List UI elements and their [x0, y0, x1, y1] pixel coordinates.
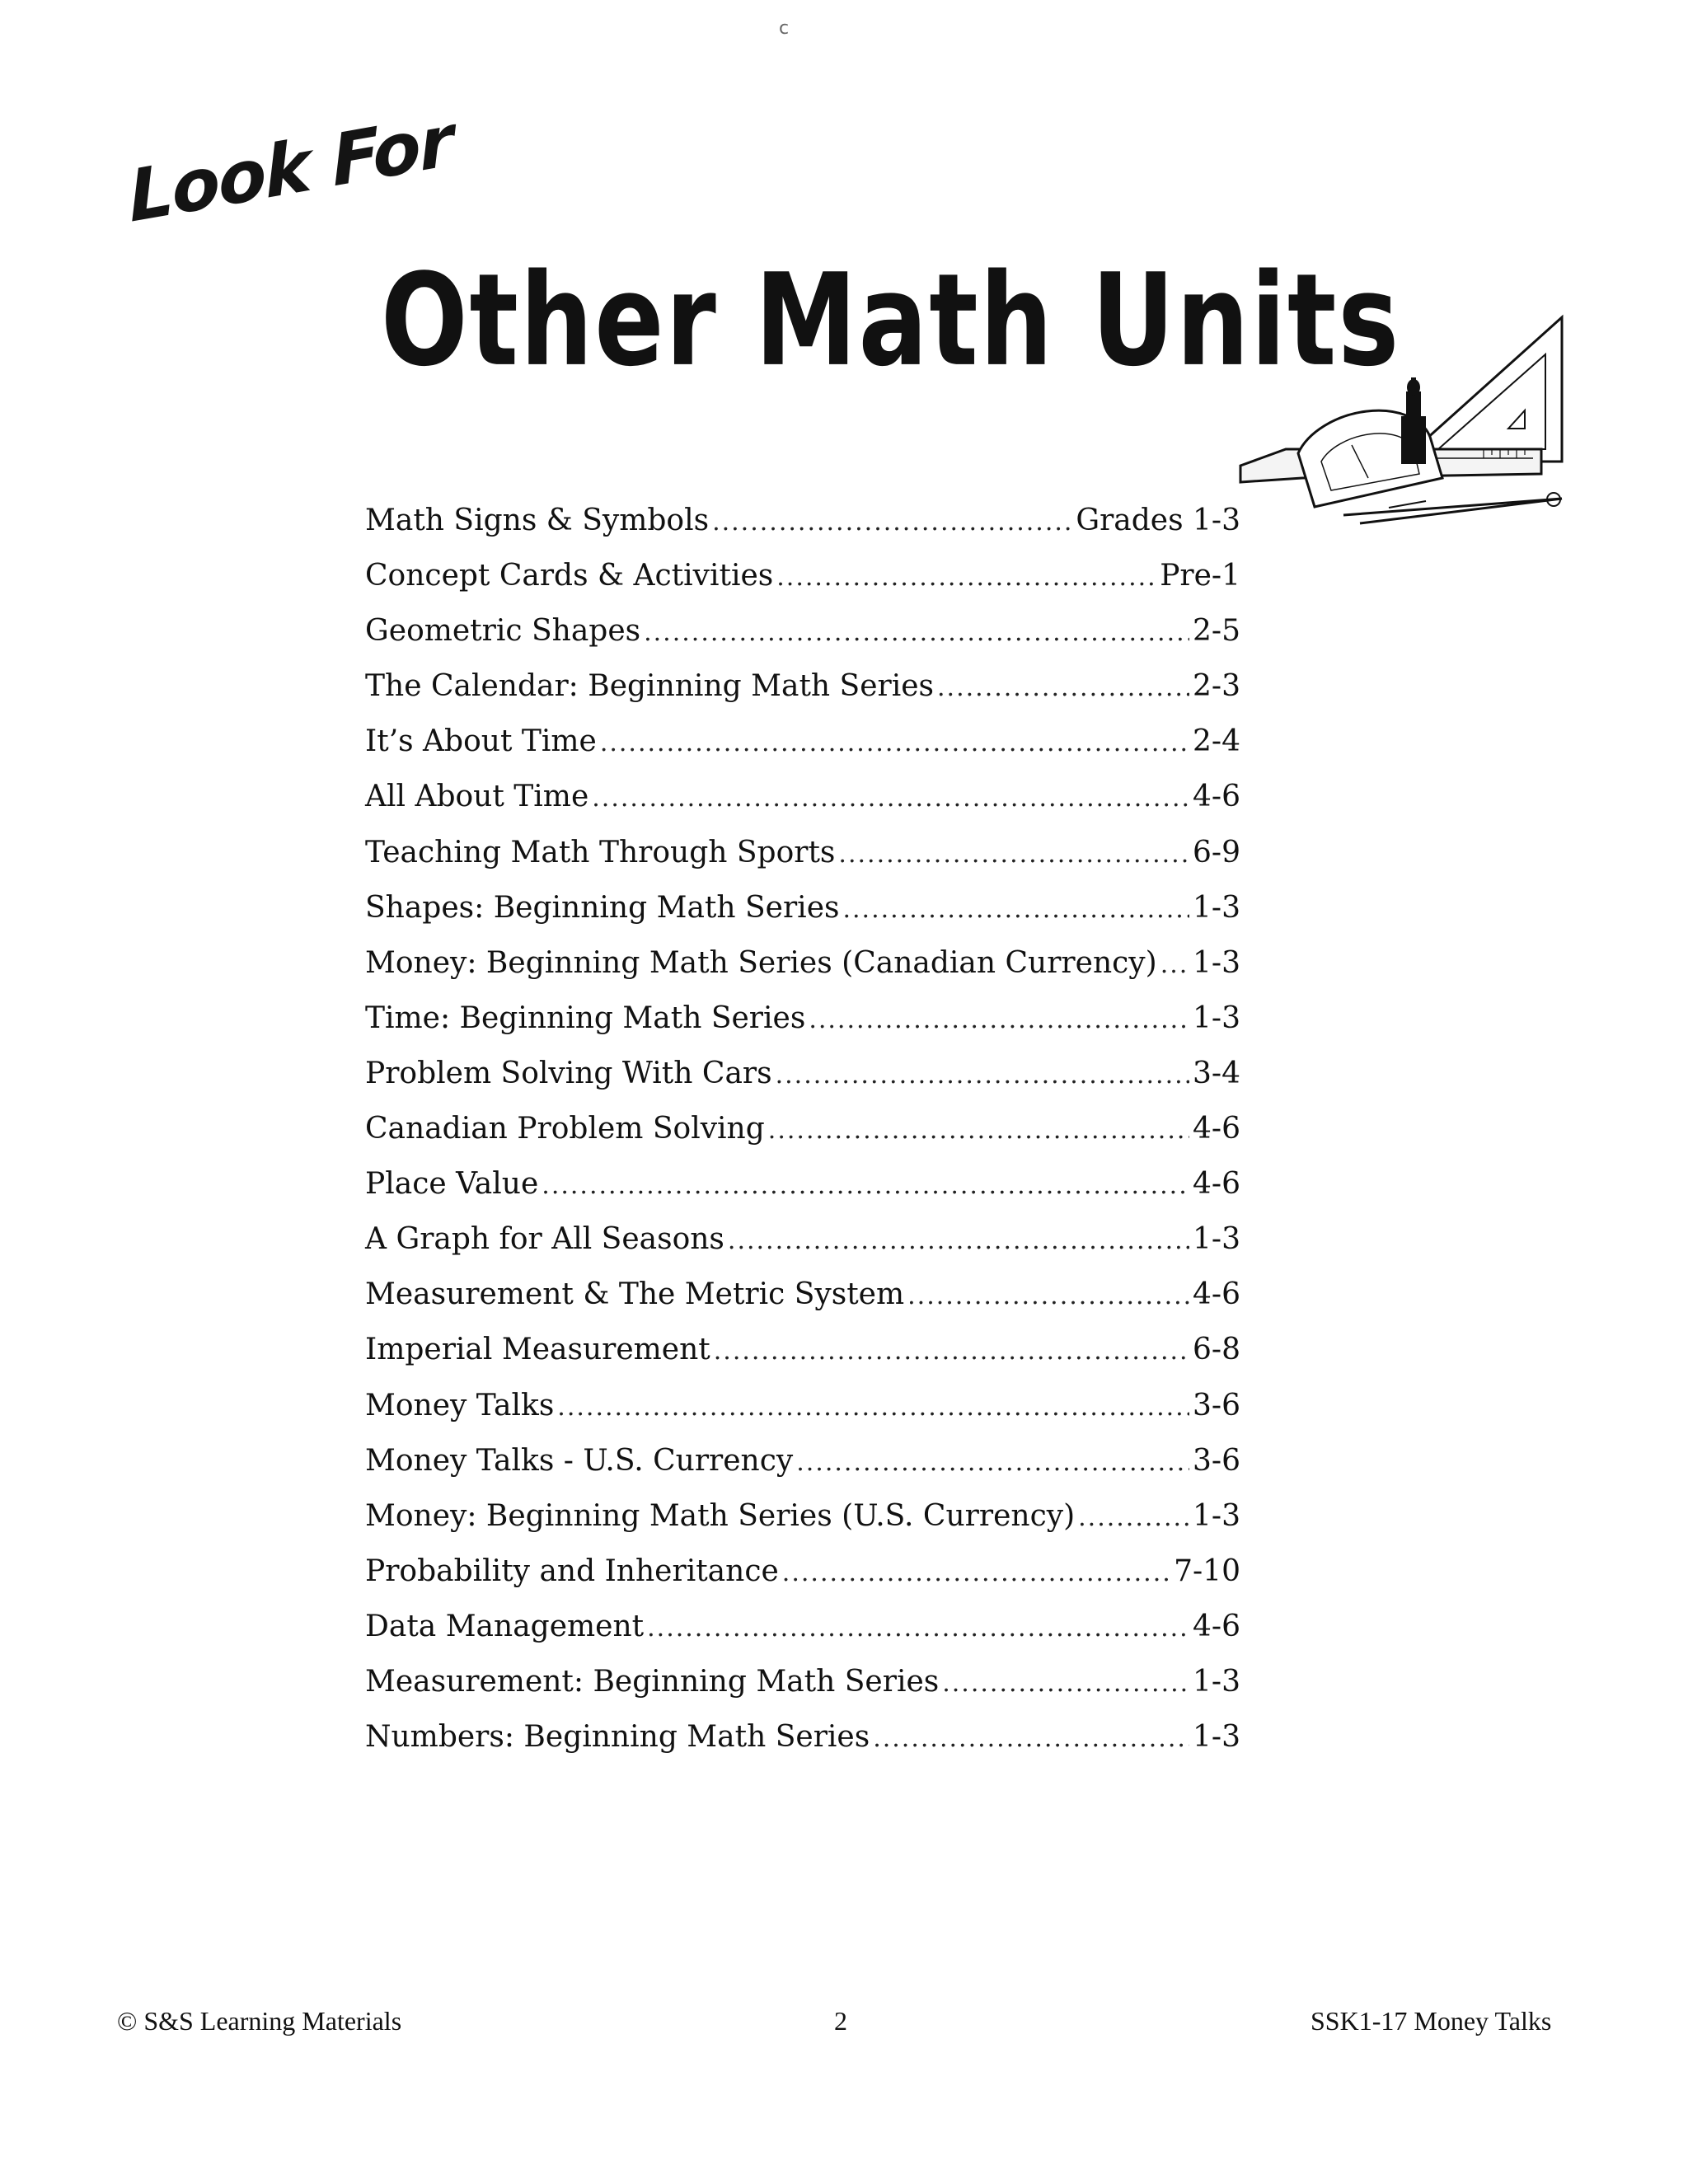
dot-leader — [712, 494, 1072, 550]
book-code-footer: SSK1-17 Money Talks — [1311, 2006, 1552, 2036]
unit-row — [365, 991, 1240, 1046]
unit-row — [365, 1433, 1240, 1488]
unit-grade: 3-6 — [1193, 1443, 1240, 1478]
unit-row — [365, 1046, 1240, 1101]
unit-grade: 1-3 — [1193, 890, 1240, 925]
unit-row — [365, 548, 1240, 603]
unit-row — [365, 1654, 1240, 1709]
unit-row — [365, 658, 1240, 714]
unit-grade: 3-6 — [1193, 1388, 1240, 1422]
unit-title: Money: Beginning Math Series (U.S. Currency) — [365, 1498, 1076, 1533]
dot-leader — [768, 1103, 1189, 1158]
unit-row — [365, 1212, 1240, 1267]
unit-title: The Calendar: Beginning Math Series — [365, 669, 935, 704]
unit-row — [365, 1544, 1240, 1599]
unit-grade: 1-3 — [1193, 1222, 1240, 1257]
unit-row — [365, 1156, 1240, 1212]
scan-mark: c — [779, 18, 790, 39]
unit-row — [365, 1709, 1240, 1765]
unit-title: Time: Beginning Math Series — [365, 1001, 806, 1035]
unit-title: Problem Solving With Cars — [365, 1056, 772, 1090]
unit-title: Data Management — [365, 1609, 645, 1643]
unit-title: It’s About Time — [365, 724, 597, 759]
unit-grade: Grades 1-3 — [1076, 504, 1240, 537]
dot-leader — [647, 1601, 1189, 1656]
unit-title: Geometric Shapes — [365, 614, 641, 649]
math-tools-icon — [1236, 313, 1566, 552]
unit-grade: 1-3 — [1193, 1664, 1240, 1699]
unit-title: Probability and Inheritance — [365, 1554, 779, 1588]
dot-leader — [796, 1435, 1189, 1490]
copyright-footer: © S&S Learning Materials — [117, 2006, 402, 2036]
dot-leader — [782, 1545, 1170, 1601]
unit-row — [365, 493, 1240, 548]
dot-leader — [592, 771, 1189, 826]
page-number: 2 — [834, 2006, 847, 2036]
dot-leader — [809, 992, 1189, 1047]
compass-icon — [1343, 493, 1562, 523]
unit-grade: 4-6 — [1193, 1277, 1240, 1312]
unit-row — [365, 825, 1240, 880]
unit-title: Money: Beginning Math Series (Canadian Currency) — [365, 945, 1157, 980]
unit-grade: 7-10 — [1174, 1554, 1240, 1588]
dot-leader — [838, 827, 1189, 882]
unit-row — [365, 603, 1240, 658]
unit-grade: 1-3 — [1193, 1720, 1240, 1755]
unit-grade: 1-3 — [1193, 945, 1240, 980]
unit-grade: Pre-1 — [1160, 559, 1240, 593]
unit-title: Shapes: Beginning Math Series — [365, 890, 840, 925]
unit-title: Measurement: Beginning Math Series — [365, 1664, 940, 1699]
dot-leader — [1078, 1490, 1189, 1545]
unit-title: A Graph for All Seasons — [365, 1222, 724, 1257]
math-units-list — [365, 493, 1240, 1765]
unit-title: Concept Cards & Activities — [365, 559, 774, 593]
page-title: Other Math Units — [381, 246, 1401, 395]
unit-grade: 2-4 — [1193, 724, 1240, 759]
unit-grade: 4-6 — [1193, 1609, 1240, 1643]
dot-leader — [714, 1324, 1189, 1379]
unit-row — [365, 714, 1240, 769]
ink-bottle-icon — [1401, 377, 1426, 464]
unit-grade: 2-3 — [1193, 669, 1240, 704]
unit-title: Measurement & The Metric System — [365, 1277, 905, 1312]
unit-grade: 4-6 — [1193, 1112, 1240, 1146]
dot-leader — [942, 1656, 1189, 1711]
unit-title: Imperial Measurement — [365, 1333, 710, 1367]
unit-grade: 1-3 — [1193, 1001, 1240, 1035]
unit-row — [365, 1378, 1240, 1433]
unit-title: Canadian Problem Solving — [365, 1112, 765, 1146]
unit-title: Money Talks — [365, 1388, 555, 1422]
look-for-heading: Look For — [125, 99, 455, 239]
dot-leader — [1160, 937, 1189, 992]
unit-title: Teaching Math Through Sports — [365, 835, 836, 869]
unit-title: Money Talks - U.S. Currency — [365, 1443, 794, 1478]
unit-grade: 4-6 — [1193, 1167, 1240, 1202]
unit-row — [365, 1599, 1240, 1654]
unit-title: Place Value — [365, 1167, 539, 1202]
dot-leader — [600, 715, 1189, 771]
unit-grade: 6-8 — [1193, 1333, 1240, 1367]
unit-grade: 3-4 — [1193, 1056, 1240, 1090]
dot-leader — [644, 605, 1189, 660]
dot-leader — [907, 1268, 1189, 1324]
dot-leader — [937, 660, 1189, 715]
dot-leader — [842, 882, 1189, 937]
dot-leader — [873, 1711, 1189, 1766]
dot-leader — [776, 1047, 1189, 1103]
unit-row — [365, 1488, 1240, 1544]
dot-leader — [557, 1380, 1189, 1435]
unit-title: All About Time — [365, 780, 589, 814]
unit-row — [365, 935, 1240, 991]
dot-leader — [776, 550, 1156, 605]
unit-grade: 6-9 — [1193, 835, 1240, 869]
dot-leader — [728, 1213, 1189, 1268]
unit-grade: 4-6 — [1193, 780, 1240, 814]
unit-grade: 1-3 — [1193, 1498, 1240, 1533]
unit-grade: 2-5 — [1193, 614, 1240, 649]
unit-row — [365, 1322, 1240, 1377]
unit-row — [365, 880, 1240, 935]
unit-row — [365, 1101, 1240, 1156]
unit-row — [365, 769, 1240, 824]
unit-title: Math Signs & Symbols — [365, 504, 710, 537]
dot-leader — [542, 1158, 1189, 1213]
unit-title: Numbers: Beginning Math Series — [365, 1720, 870, 1755]
unit-row — [365, 1267, 1240, 1322]
